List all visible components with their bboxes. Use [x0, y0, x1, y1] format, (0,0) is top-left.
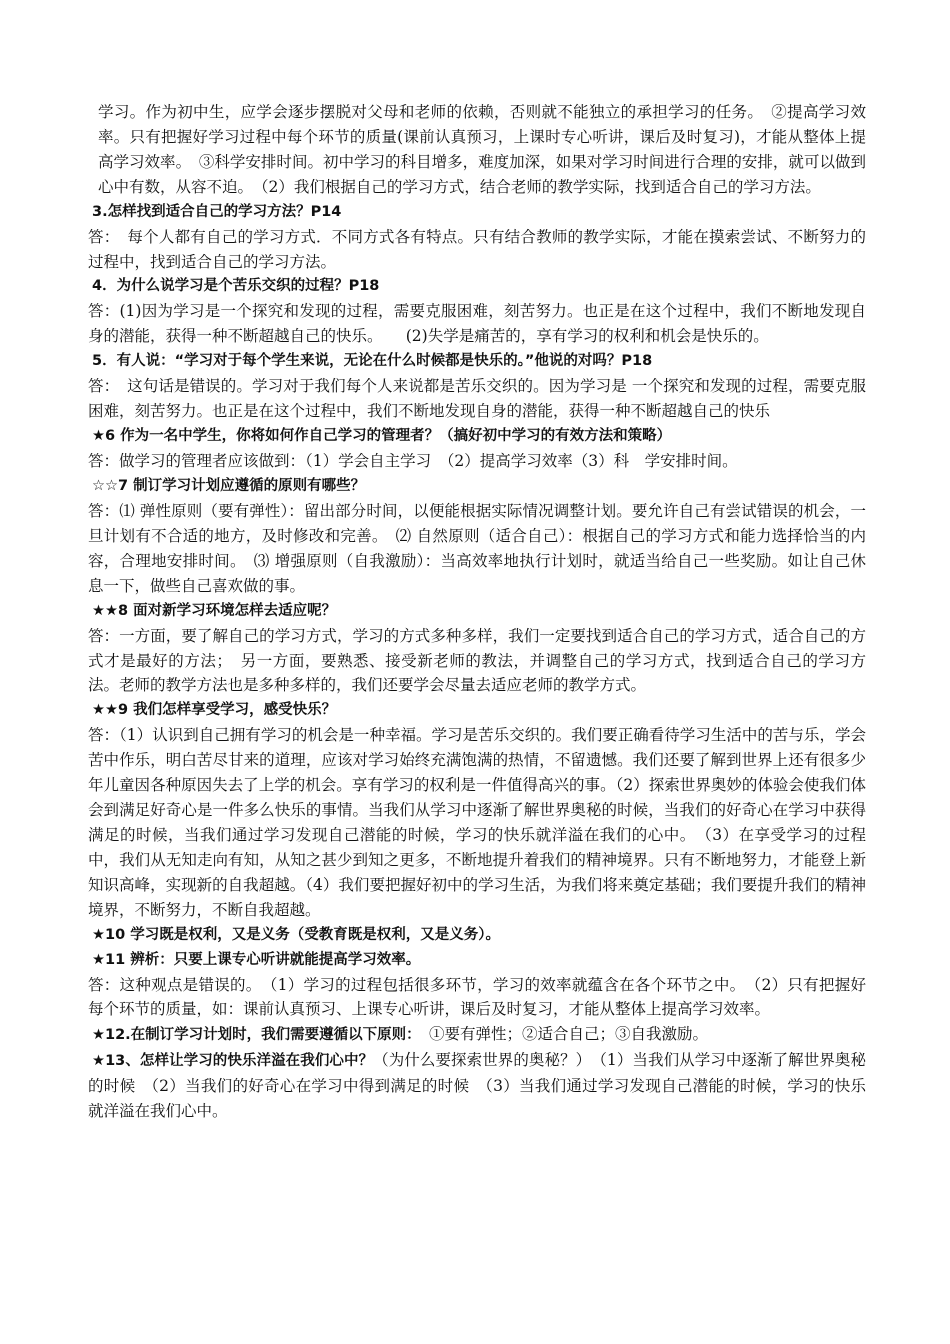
- question-9-heading: ★★9 我们怎样享受学习，感受快乐？: [92, 702, 337, 719]
- answer-4: 答：(1)因为学习是一个探究和发现的过程，需要克服困难，刻苦努力。也正是在这个过程中，我们不断地发现自身的潜能，获得一种不断超越自己的快乐。 (2)失学是痛苦的，享有学习的权利和机会是快乐的。: [88, 302, 866, 346]
- answer-11: 答：这种观点是错误的。 （1）学习的过程包括很多环节，学习的效率就蕴含在各个环节之中。 （2）只有把握好每个环节的质量，如：课前认真预习、上课专心听讲，课后及时复习，才能从整体上提高学习效率。: [88, 975, 866, 1019]
- item-12: [88, 1022, 866, 1048]
- question-7-heading: ☆☆7 制订学习计划应遵循的原则有哪些？: [92, 477, 366, 494]
- document-page: [88, 100, 866, 1124]
- question-4-heading: 4．为什么说学习是个苦乐交织的过程？P18: [92, 278, 380, 295]
- item-12-heading: ★12.在制订学习计划时，我们需要遵循以下原则：: [92, 1027, 414, 1044]
- answer-8: 答：一方面，要了解自己的学习方式，学习的方式多种多样，我们一定要找到适合自己的学习方式，适合自己的方式才是最好的方法； 另一方面，要熟悉、接受新老师的教法，并调整自己的学习方式，找到适合自己的学习方法。老师的教学方法也是多种多样的，我们还要学会尽量去适应老师的教学方式。: [88, 626, 866, 695]
- answer-6: 答：做学习的管理者应该做到：（1）学会自主学习 （2）提高学习效率（3）科 学安排时间。: [88, 452, 738, 471]
- answer-3: 答： 每个人都有自己的学习方式．不同方式各有特点。只有结合教师的教学实际，才能在摸索尝试、不断努力的过程中，找到适合自己的学习方法。: [88, 227, 866, 271]
- question-5-heading: 5．有人说：“学习对于每个学生来说，无论在什么时候都是快乐的。”他说的对吗？P18: [92, 353, 653, 370]
- question-6-heading: ★6 作为一名中学生，你将如何作自己学习的管理者？（搞好初中学习的有效方法和策略）: [92, 428, 672, 445]
- answer-7: 答：⑴ 弹性原则（要有弹性）：留出部分时间，以便能根据实际情况调整计划。要允许自己有尝试错误的机会，一旦计划有不合适的地方，及时修改和完善。 ⑵ 自然原则（适合自己）：根据自己的学习方式和能力选择恰当的内容，合理地安排时间。 ⑶ 增强原则（自我激励）：当高效率地执行计划时，就适当给自己一些奖励。如让自己休息一下，做些自己喜欢做的事。: [88, 501, 866, 595]
- question-3-heading: 3.怎样找到适合自己的学习方法？P14: [92, 203, 342, 220]
- item-12-text: ①要有弹性；②适合自己；③自我激励。: [413, 1025, 708, 1044]
- item-13-heading: ★13、怎样让学习的快乐洋溢在我们心中？: [92, 1053, 374, 1070]
- item-13: [88, 1048, 866, 1124]
- question-8-heading: ★★8 面对新学习环境怎样去适应呢？: [92, 602, 337, 619]
- paragraph-study-methods-continued: 学习。作为初中生，应学会逐步摆脱对父母和老师的依赖，否则就不能独立的承担学习的任务。 ②提高学习效率。只有把握好学习过程中每个环节的质量(课前认真预习，上课时专心听讲，课后及时复习)，才能从整体上提高学习效率。 ③科学安排时间。初中学习的科目增多，难度加深，如果对学习时间进行合理的安排，就可以做到心中有数，从容不迫。 （2）我们根据自己的学习方式，结合老师的教学实际，找到适合自己的学习方法。: [98, 103, 866, 196]
- answer-5: 答： 这句话是错误的。学习对于我们每个人来说都是苦乐交织的。因为学习是 一个探究和发现的过程，需要克服困难，刻苦努力。也正是在这个过程中，我们不断地发现自身的潜能，获得一种不断超越自己的快乐: [88, 377, 866, 421]
- question-11-heading: ★11 辨析：只要上课专心听讲就能提高学习效率。: [92, 951, 421, 968]
- statement-10: ★10 学习既是权利，又是义务（受教育既是权利，又是义务）。: [92, 926, 500, 943]
- item-13-text: （为什么要探索世界的奥秘？） （1）当我们从学习中逐渐了解世界奥秘的时候 （2）当我们的好奇心在学习中得到满足的时候 （3）当我们通过学习发现自己潜能的时候，学习的快乐就洋溢在我们心中。: [88, 1051, 866, 1121]
- answer-9: 答：（1）认识到自己拥有学习的机会是一种幸福。学习是苦乐交织的。我们要正确看待学习生活中的苦与乐，学会苦中作乐，明白苦尽甘来的道理，应该对学习始终充满饱满的热情，不留遗憾。我们还要了解到世界上还有很多少年儿童因各种原因失去了上学的机会。享有学习的权利是一件值得高兴的事。（2）探索世界奥妙的体验会使我们体会到满足好奇心是一件多么快乐的事情。当我们从学习中逐渐了解世界奥秘的时候，当我们的好奇心在学习中获得满足的时候，当我们通过学习发现自己潜能的时候，学习的快乐就洋溢在我们的心中。 （3）在享受学习的过程中，我们从无知走向有知，从知之甚少到知之更多，不断地提升着我们的精神境界。只有不断地努力，才能登上新知识高峰，实现新的自我超越。（4）我们要把握好初中的学习生活，为我们将来奠定基础；我们要提升我们的精神境界，不断努力，不断自我超越。: [88, 726, 866, 919]
